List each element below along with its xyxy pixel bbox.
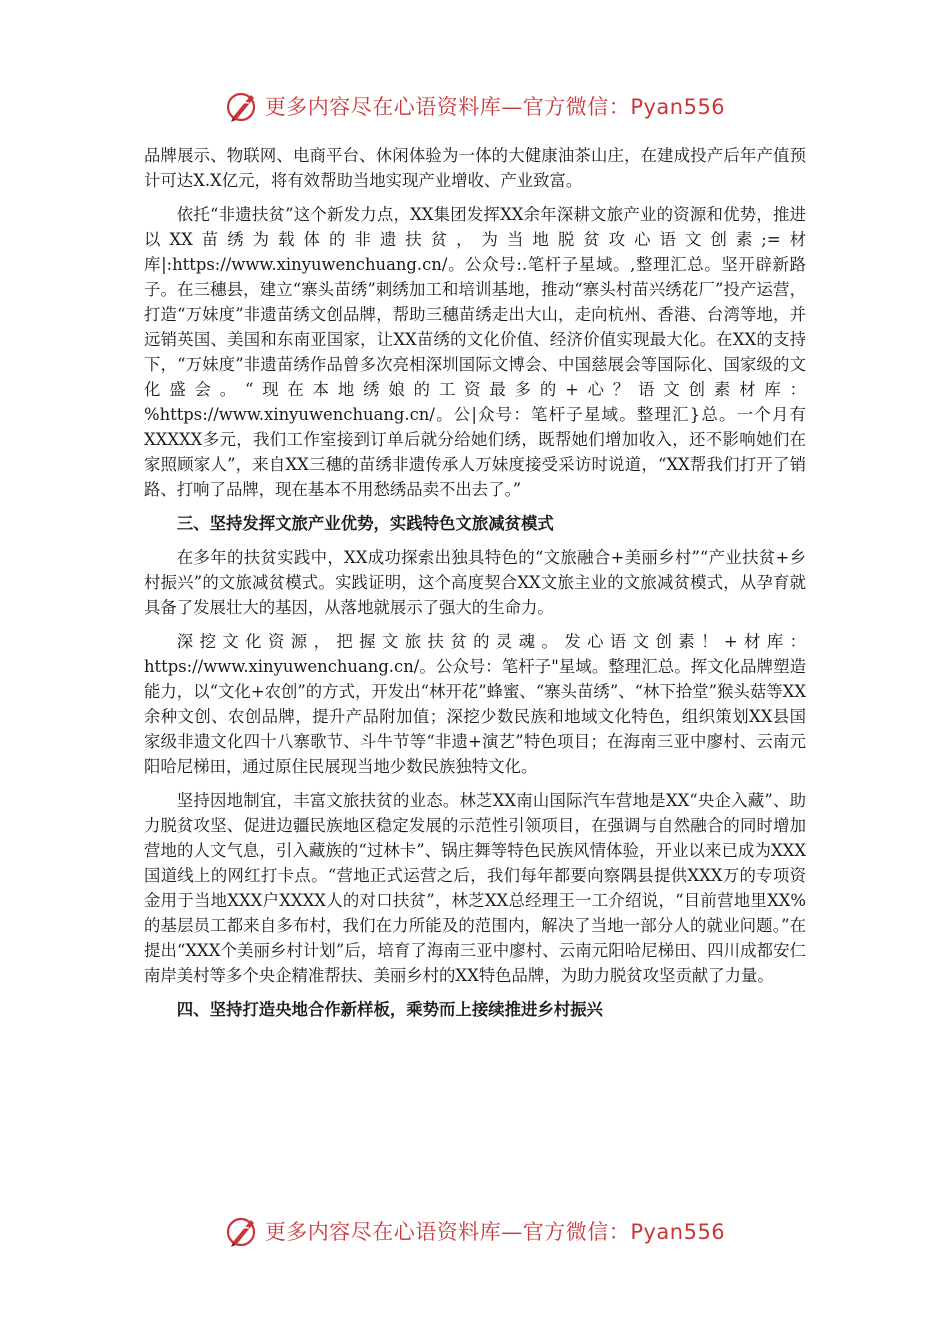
footer-banner: [0, 1211, 950, 1251]
header-banner-text: 更多内容尽在心语资料库—官方微信：Pyan556: [264, 95, 726, 119]
document-body: [144, 143, 806, 1022]
paragraph-4: 深挖文化资源，把握文旅扶贫的灵魂。发心语文创素！+材库：https://www.xinyuwenchuang.cn/。公众号：笔杆子"星域。整理汇总。挥文化品牌塑造能力，以“文化+农创”的方式，开发出“林开花”蜂蜜、“寨头苗绣”、“林下拾堂”猴头菇等XX余种文创、农创品牌，提升产品附加值；深挖少数民族和地域文化特色，组织策划XX县国家级非遗文化四十八寨歌节、斗牛节等“非遗+演艺”特色项目；在海南三亚中廖村、云南元阳哈尼梯田，通过原住民展现当地少数民族独特文化。: [144, 632, 806, 776]
section-heading-4: 四、坚持打造央地合作新样板，乘势而上接续推进乡村振兴: [176, 1000, 603, 1019]
paragraph-3: 在多年的扶贫实践中，XX成功探索出独具特色的“文旅融合+美丽乡村”“产业扶贫+乡村振兴”的文旅减贫模式。实践证明，这个高度契合XX文旅主业的文旅减贫模式，从孕育就具备了发展壮大的基因，从落地就展示了强大的生命力。: [144, 548, 806, 617]
footer-banner-text: 更多内容尽在心语资料库—官方微信：Pyan556: [264, 1220, 726, 1244]
pen-logo-icon: [225, 89, 259, 123]
header-banner: [0, 86, 950, 126]
paragraph-1: 品牌展示、物联网、电商平台、休闲体验为一体的大健康油茶山庄，在建成投产后年产值预计可达X.X亿元，将有效帮助当地实现产业增收、产业致富。: [144, 146, 806, 190]
pen-logo-icon: [225, 1214, 259, 1248]
paragraph-5: 坚持因地制宜，丰富文旅扶贫的业态。林芝XX南山国际汽车营地是XX“央企入藏”、助力脱贫攻坚、促进边疆民族地区稳定发展的示范性引领项目，在强调与自然融合的同时增加营地的人文气息，引入藏族的“过林卡”、锅庄舞等特色民族风情体验，开业以来已成为XXX国道线上的网红打卡点。“营地正式运营之后，我们每年都要向察隅县提供XXX万的专项资金用于当地XXX户XXXX人的对口扶贫”，林芝XX总经理王一工介绍说，“目前营地里XX%的基层员工都来自多布村，我们在力所能及的范围内，解决了当地一部分人的就业问题。”在提出“XXX个美丽乡村计划”后，培育了海南三亚中廖村、云南元阳哈尼梯田、四川成都安仁南岸美村等多个央企精准帮扶、美丽乡村的XX特色品牌，为助力脱贫攻坚贡献了力量。: [144, 791, 806, 985]
section-heading-3: 三、坚持发挥文旅产业优势，实践特色文旅减贫模式: [176, 514, 554, 533]
paragraph-2: 依托“非遗扶贫”这个新发力点，XX集团发挥XX余年深耕文旅产业的资源和优势，推进以XX苗绣为载体的非遗扶贫，为当地脱贫攻心语文创素;=材库|:https://www.xinyuwenchuang.cn/。公众号:.笔杆子星域。,整理汇总。坚开辟新路子。在三穗县，建立“寨头苗绣”刺绣加工和培训基地，推动“寨头村苗兴绣花厂”投产运营，打造“万妹度”非遗苗绣文创品牌，帮助三穗苗绣走出大山，走向杭州、香港、台湾等地，并远销英国、美国和东南亚国家，让XX苗绣的文化价值、经济价值实现最大化。在XX的支持下，“万妹度”非遗苗绣作品曾多次亮相深圳国际文博会、中国慈展会等国际化、国家级的文化盛会。“现在本地绣娘的工资最多的+心？语文创素材库：%https://www.xinyuwenchuang.cn/。公|众号：笔杆子星域。整理汇}总。一个月有XXXXX多元，我们工作室接到订单后就分给她们绣，既帮她们增加收入，还不影响她们在家照顾家人”，来自XX三穗的苗绣非遗传承人万妹度接受采访时说道，“XX帮我们打开了销路、打响了品牌，现在基本不用愁绣品卖不出去了。”: [144, 205, 806, 499]
footer-wechat-id: Pyan556: [630, 1220, 726, 1244]
header-wechat-id: Pyan556: [630, 95, 726, 119]
